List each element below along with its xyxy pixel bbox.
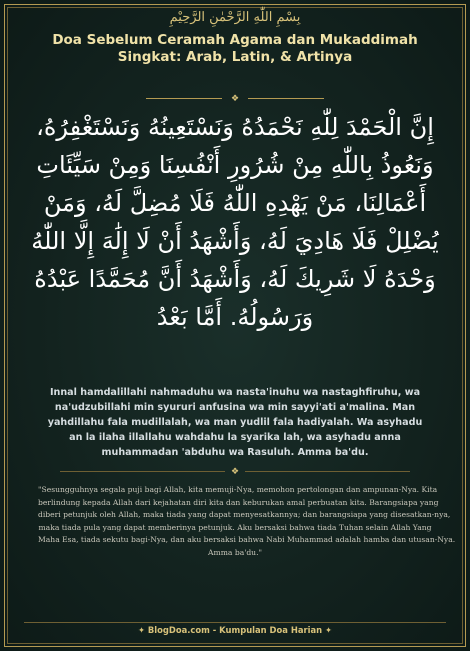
translation-line: Amma ba'du.": [208, 547, 262, 557]
title-line-2: Singkat: Arab, Latin, & Artinya: [117, 49, 353, 65]
indonesian-translation: [38, 484, 456, 560]
latin-line: yahdillahu fala mudillalah, wa man yudlil fala hadiyalah. Wa asyhadu: [47, 417, 423, 428]
translation-line: "Sesungguhnya segala puji bagi Allah, kita memuji-Nya, memohon pertolongan dan ampunan-Nya. Kita: [38, 485, 438, 494]
arabic-line: وَنَعُوذُ بِاللّٰهِ مِنْ شُرُورِ أَنْفُسِنَا وَمِنْ سَيِّئَاتِ: [36, 151, 434, 179]
bismillah-header: بِسْمِ اللّٰهِ الرَّحْمٰنِ الرَّحِيْمِ: [169, 10, 301, 25]
arabic-line: وَرَسُولُهُ. أَمَّا بَعْدُ: [156, 303, 314, 331]
divider-bar-left: [60, 471, 225, 472]
title-divider: [146, 94, 324, 104]
translation-line: Maha Esa, tiada sekutu bagi-Nya, dan aku bersaksi bahwa Nabi Muhammad adalah hamba dan utusan-Nya.: [38, 535, 456, 545]
latin-transliteration: [22, 385, 448, 460]
latin-line: an la ilaha illallahu wahdahu la syarika lah, wa asyhadu anna: [69, 432, 401, 443]
footer-divider: [24, 622, 446, 623]
ornament-icon: ❖: [230, 94, 240, 104]
footer-credit: ✦ BlogDoa.com - Kumpulan Doa Harian ✦: [137, 625, 333, 635]
arabic-text: [22, 108, 448, 336]
arabic-line: إِنَّ الْحَمْدَ لِلّٰهِ نَحْمَدُهُ وَنَسْتَعِينُهُ وَنَسْتَغْفِرُهُ،: [36, 113, 434, 141]
latin-line: Innal hamdalillahi nahmaduhu wa nasta'inuhu wa nastaghfiruhu, wa: [49, 387, 421, 398]
translation-line: diberi petunjuk oleh Allah, maka tiada yang dapat menyesatkannya; dan barangsiapa yang disesatkan-nya,: [38, 510, 451, 520]
translation-line: berlindung kepada Allah dari kejahatan diri kita dan keburukan amal perbuatan kita. Barangsiapa yang: [38, 497, 439, 507]
divider-bar-left: [146, 98, 222, 99]
arabic-line: أَعْمَالِنَا، مَنْ يَهْدِهِ اللّٰهُ فَلَا مُضِلَّ لَهُ، وَمَنْ: [43, 189, 427, 217]
latin-line: na'udzubillahi min syururi anfusina wa min sayyi'ati a'malina. Man: [54, 402, 416, 413]
title-line-1: Doa Sebelum Ceramah Agama dan Mukaddimah: [52, 32, 418, 48]
page-title: [20, 32, 450, 66]
latin-line: muhammadan 'abduhu wa Rasuluh. Amma ba'du.: [101, 447, 369, 458]
section-divider: [60, 467, 410, 477]
divider-bar-right: [248, 98, 324, 99]
translation-line: maka tiada pula yang dapat memberinya petunjuk. Aku bersaksi bahwa tiada Tuhan selain Allah Yang: [38, 522, 432, 532]
arabic-line: وَحْدَهُ لَا شَرِيكَ لَهُ، وَأَشْهَدُ أَنَّ مُحَمَّدًا عَبْدُهُ: [34, 265, 436, 293]
ornament-icon: ❖: [230, 467, 240, 477]
divider-bar-right: [245, 471, 410, 472]
arabic-line: يُضْلِلْ فَلَا هَادِيَ لَهُ، وَأَشْهَدُ أَنْ لَا إِلَٰهَ إِلَّا اللّٰهُ: [31, 227, 439, 255]
